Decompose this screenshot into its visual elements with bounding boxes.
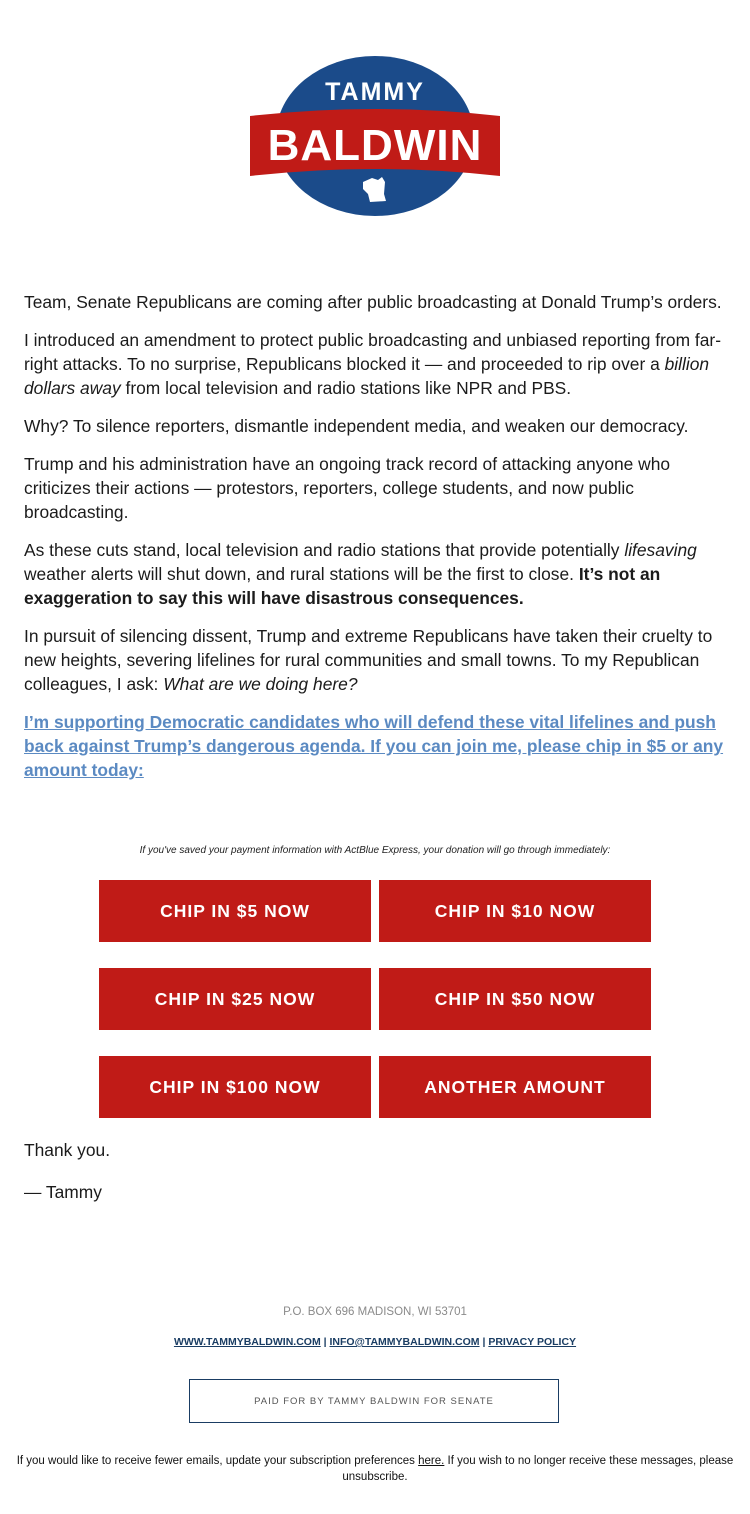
separator: |	[482, 1336, 486, 1348]
paragraph-1: Team, Senate Republicans are coming after public broadcasting at Donald Trump’s orders.	[24, 292, 722, 312]
p2-text-b: from local television and radio stations like NPR and PBS.	[120, 378, 572, 398]
tammy-baldwin-logo	[248, 54, 502, 218]
separator: |	[323, 1336, 327, 1348]
footer-links	[0, 1336, 750, 1348]
chip-in-100-button[interactable]: CHIP IN $100 NOW	[99, 1056, 371, 1118]
p6-text-a: In pursuit of silencing dissent, Trump and extreme Republicans have taken their cruelty to new heights, severing lifelines for rural communities and small towns. To my Republican colleagues, I ask:	[24, 626, 713, 694]
privacy-policy-link[interactable]: PRIVACY POLICY	[488, 1336, 577, 1348]
another-amount-button[interactable]: ANOTHER AMOUNT	[379, 1056, 651, 1118]
chip-in-50-button[interactable]: CHIP IN $50 NOW	[379, 968, 651, 1030]
paragraph-6	[24, 624, 726, 696]
unsub-text-a: If you would like to receive fewer emails, update your subscription preferences	[16, 1455, 419, 1467]
p5-strong: It’s not an exaggeration to say this will have disastrous consequences.	[24, 564, 661, 608]
thank-you-text: Thank you.	[24, 1140, 111, 1160]
signature: — Tammy	[24, 1182, 102, 1202]
chip-in-5-button[interactable]: CHIP IN $5 NOW	[99, 880, 371, 942]
footer-address: P.O. BOX 696 MADISON, WI 53701	[283, 1306, 467, 1318]
p5-text-b: weather alerts will shut down, and rural stations will be the first to close.	[24, 564, 579, 584]
p5-text-a: As these cuts stand, local television and radio stations that provide potentially	[24, 540, 625, 560]
email-link[interactable]: INFO@TAMMYBALDWIN.COM	[329, 1336, 480, 1348]
website-link[interactable]: WWW.TAMMYBALDWIN.COM	[173, 1336, 321, 1348]
paid-for-box: PAID FOR BY TAMMY BALDWIN FOR SENATE	[189, 1379, 559, 1423]
donate-cta-link[interactable]: I’m supporting Democratic candidates who will defend these vital lifelines and push back against Trump’s dangerous agenda. If you can join me, please chip in $5 or any amount today:	[24, 712, 724, 780]
chip-in-10-button[interactable]: CHIP IN $10 NOW	[379, 880, 651, 942]
actblue-note: If you've saved your payment information with ActBlue Express, your donation will go through immediately:	[139, 845, 611, 856]
unsubscribe-text	[14, 1453, 736, 1485]
logo-top-text: TAMMY	[325, 78, 425, 106]
paragraph-3: Why? To silence reporters, dismantle independent media, and weaken our democracy.	[24, 416, 689, 436]
p5-emphasis: lifesaving	[624, 540, 697, 560]
paragraph-5	[24, 538, 726, 610]
p2-text-a: I introduced an amendment to protect public broadcasting and unbiased reporting from far-right attacks. To no surprise, Republicans blocked it — and proceeded to rip over a	[24, 330, 722, 374]
email-body	[24, 290, 726, 782]
paragraph-2	[24, 328, 726, 400]
unsub-text-b: If you wish to no longer receive these messages, please unsubscribe.	[342, 1455, 734, 1483]
p2-emphasis: billion dollars away	[24, 354, 710, 398]
preferences-link[interactable]: here.	[418, 1455, 445, 1467]
chip-in-25-button[interactable]: CHIP IN $25 NOW	[99, 968, 371, 1030]
logo-bottom-text: BALDWIN	[267, 121, 483, 170]
paragraph-4: Trump and his administration have an ongoing track record of attacking anyone who criticizes their actions — protestors, reporters, college students, and now public broadcasting.	[24, 454, 671, 522]
p6-emphasis: What are we doing here?	[163, 674, 358, 694]
